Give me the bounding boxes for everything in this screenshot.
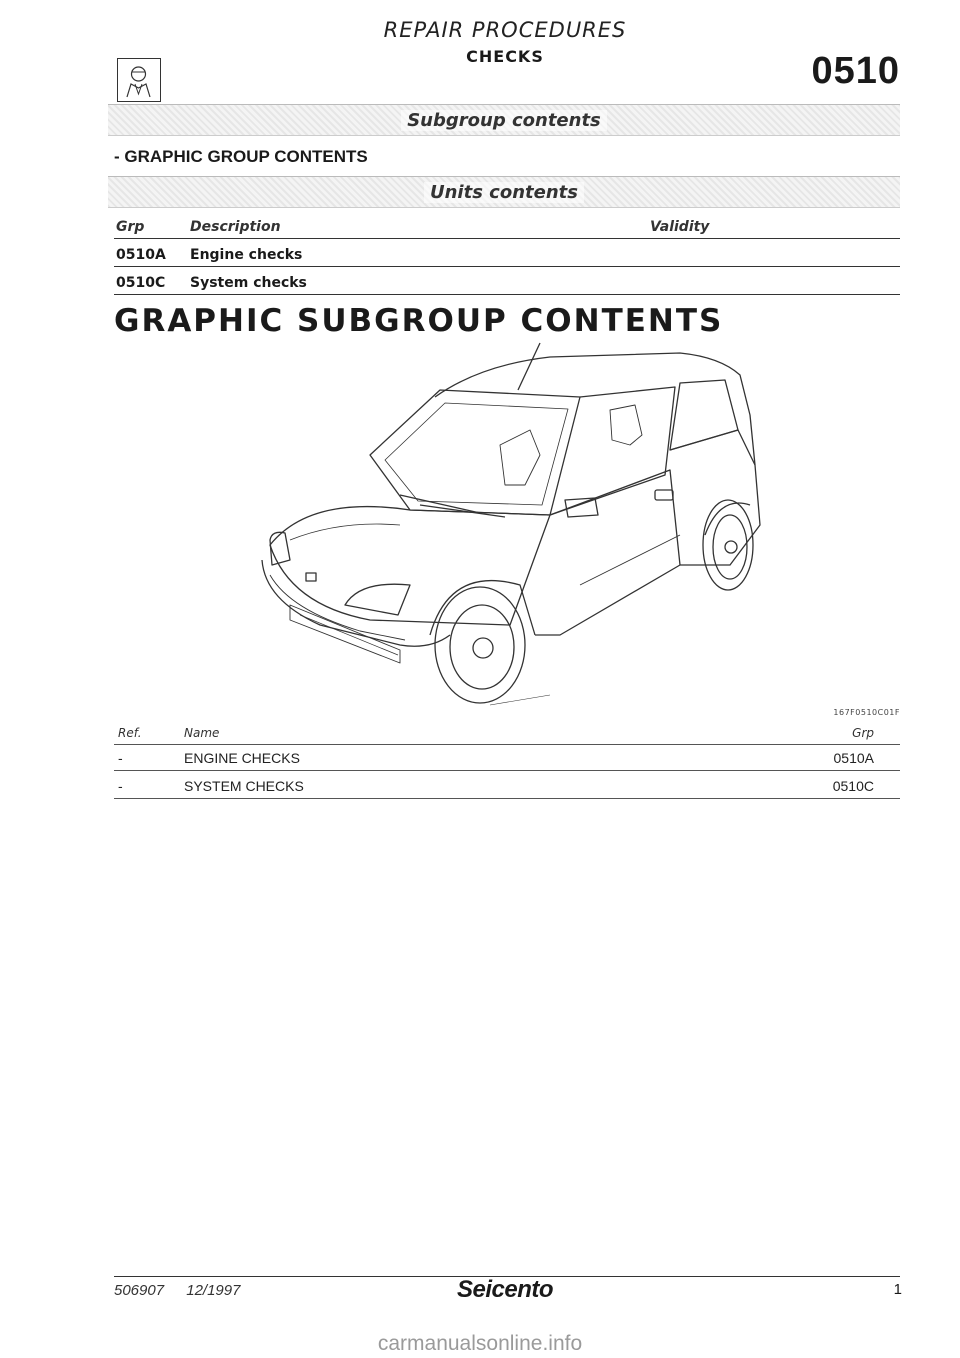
ref-header-ref: Ref. bbox=[118, 726, 142, 740]
units-row-description: System checks bbox=[190, 275, 307, 291]
units-header-grp: Grp bbox=[116, 219, 145, 235]
ref-row-grp: 0510A bbox=[833, 750, 874, 766]
units-row-grp: 0510A bbox=[116, 247, 166, 263]
page-header-title: REPAIR PROCEDURES bbox=[383, 18, 627, 42]
ref-row-ref: - bbox=[118, 778, 123, 794]
footer-doc-number: 506907 bbox=[114, 1282, 165, 1299]
car-illustration bbox=[250, 335, 770, 710]
table-row bbox=[114, 746, 900, 771]
figure-code: 167F0510C01F bbox=[833, 708, 900, 717]
ref-header-grp: Grp bbox=[852, 726, 874, 740]
ref-row-ref: - bbox=[118, 750, 123, 766]
page-header-subtitle: CHECKS bbox=[466, 47, 544, 66]
units-contents-band bbox=[108, 176, 900, 208]
units-row-description: Engine checks bbox=[190, 247, 303, 263]
ref-row-grp: 0510C bbox=[832, 778, 874, 794]
units-table-header bbox=[114, 214, 900, 239]
subgroup-contents-band bbox=[108, 104, 900, 136]
footer-date: 12/1997 bbox=[186, 1282, 241, 1299]
mechanic-logo-icon bbox=[117, 58, 161, 102]
units-contents-label: Units contents bbox=[424, 182, 584, 203]
graphic-group-heading: - GRAPHIC GROUP CONTENTS bbox=[114, 147, 368, 166]
brand-logo: Seicento bbox=[456, 1276, 554, 1303]
watermark[interactable]: carmanualsonline.info bbox=[377, 1332, 583, 1355]
table-row bbox=[114, 242, 900, 267]
ref-row-name: ENGINE CHECKS bbox=[184, 750, 300, 766]
units-row-grp: 0510C bbox=[116, 275, 166, 291]
page-number: 1 bbox=[893, 1281, 902, 1298]
units-header-validity: Validity bbox=[650, 219, 710, 235]
units-header-description: Description bbox=[190, 219, 281, 235]
table-row bbox=[114, 270, 900, 295]
ref-table-header bbox=[114, 720, 900, 745]
table-row bbox=[114, 774, 900, 799]
graphic-subgroup-title: GRAPHIC SUBGROUP CONTENTS bbox=[114, 303, 724, 339]
ref-row-name: SYSTEM CHECKS bbox=[184, 778, 304, 794]
subgroup-contents-label: Subgroup contents bbox=[401, 110, 607, 131]
ref-header-name: Name bbox=[184, 726, 220, 740]
group-code: 0510 bbox=[811, 50, 900, 92]
